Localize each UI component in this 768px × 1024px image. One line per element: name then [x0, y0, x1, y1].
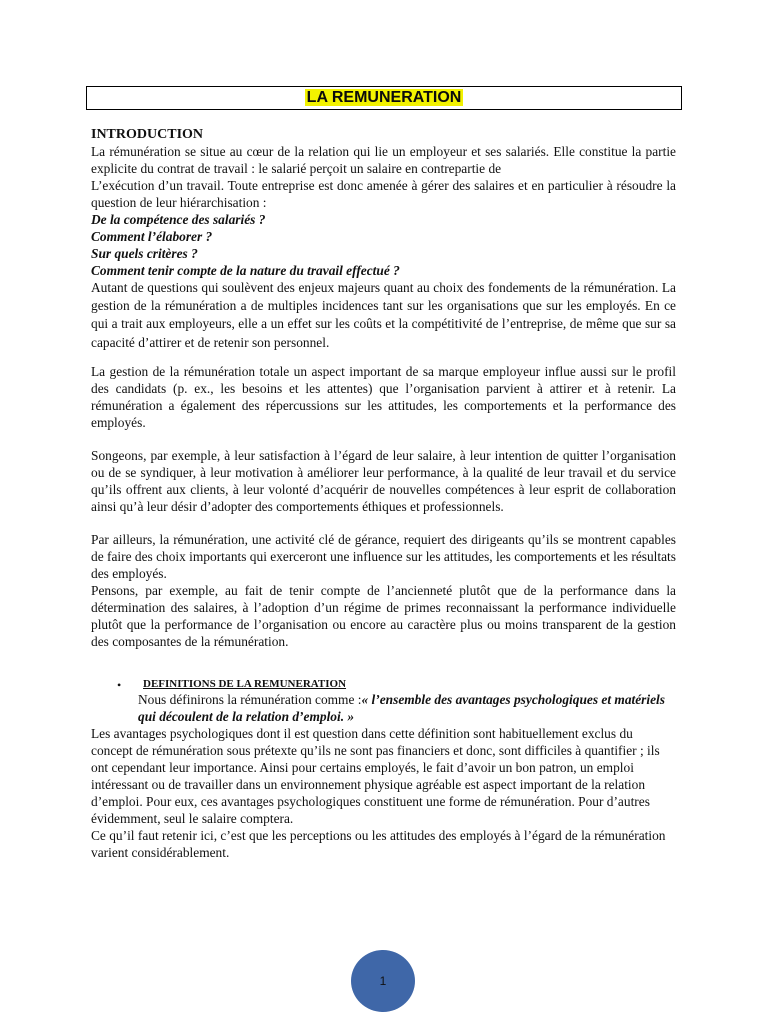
definition-quote: « l’ensemble des avantages psychologiques et matériels qui découlent de la relation d’emploi. » [138, 691, 665, 724]
question-4: Comment tenir compte de la nature du travail effectué ? [91, 263, 400, 278]
definitions-paragraph-2: Ce qu’il faut retenir ici, c’est que les perceptions ou les attitudes des employés à l’égard de la rémunération varient considérablement. [91, 827, 666, 860]
page-number-badge: 1 [351, 950, 415, 1012]
introduction-heading: INTRODUCTION [91, 127, 204, 142]
document-body [91, 126, 676, 861]
definitions-heading: DEFINITIONS DE LA REMUNERATION [143, 677, 347, 690]
question-1: De la compétence des salariés ? [91, 212, 266, 227]
question-2: Comment l’élaborer ? [91, 229, 213, 244]
intro-paragraph-1b: L’exécution d’un travail. Toute entreprise est donc amenée à gérer des salaires et en particulier à résoudre la question de leur hiérarchisation : [91, 178, 676, 210]
definition-prefix: Nous définirons la rémunération comme : [138, 691, 362, 707]
title-box [86, 86, 682, 110]
definitions-section [91, 677, 676, 691]
intro-paragraph-3: La gestion de la rémunération totale un aspect important de sa marque employeur influe aussi sur le profil des candidats (p. ex., les besoins et les attentes) que l’organisation parvient à attirer et à retenir. La rémunération a également des répercussions sur les attitudes, les comportements et la performance des employés. [91, 363, 676, 430]
page-title: LA REMUNERATION [306, 89, 462, 106]
bullet-icon: • [117, 677, 122, 692]
definition-statement [138, 691, 676, 725]
definitions-paragraph-1: Les avantages psychologiques dont il est question dans cette définition sont habituellement exclus du concept de rémunération sous prétexte qu’ils ne sont pas financiers et donc, sont difficiles à quantifier ; ils ont cependant leur importance. Ainsi pour certains employés, le fait d’avoir un bon patron, un emploi intéressant ou de travailler dans un environnement physique agréable est aspect important de la relation d’emploi. Pour eux, ces avantages psychologiques constituent une forme de rémunération. Pour d’autres évidemment, seul le salaire comptera. [91, 725, 660, 826]
question-3: Sur quels critères ? [91, 246, 198, 261]
intro-paragraph-6: Pensons, par exemple, au fait de tenir compte de l’ancienneté plutôt que de la performance dans la détermination des salaires, à l’adoption d’un régime de primes reconnaissant la performance individuelle plutôt que la performance de l’organisation ou encore au caractère plus ou moins transparent de la gestion des composantes de la rémunération. [91, 582, 676, 649]
intro-paragraph-1a: La rémunération se situe au cœur de la relation qui lie un employeur et ses salariés. Elle constitue la partie explicite du contrat de travail : le salarié perçoit un salaire en contrepartie de [91, 144, 676, 176]
intro-paragraph-5: Par ailleurs, la rémunération, une activité clé de gérance, requiert des dirigeants qu’ils se montrent capables de faire des choix importants qui exerceront une influence sur les attitudes, les comportements et les résultats des employés. [91, 531, 676, 581]
intro-paragraph-4: Songeons, par exemple, à leur satisfaction à l’égard de leur salaire, à leur intention de quitter l’organisation ou de se syndiquer, à leur motivation à améliorer leur performance, à la qualité de leur travail et du service qu’ils offrent aux clients, à leur volonté d’acquérir de nouvelles compétences à leur esprit de collaboration ainsi qu’à leur désir d’adopter des comportements éthiques et professionnels. [91, 447, 676, 514]
intro-paragraph-2: Autant de questions qui soulèvent des enjeux majeurs quant au choix des fondements de la rémunération. La gestion de la rémunération a de multiples incidences tant sur les organisations que sur les employés. En ce qui a trait aux employeurs, elle a un effet sur les coûts et la compétitivité de l’entreprise, de même que sur sa capacité d’attirer et de retenir son personnel. [91, 280, 676, 350]
